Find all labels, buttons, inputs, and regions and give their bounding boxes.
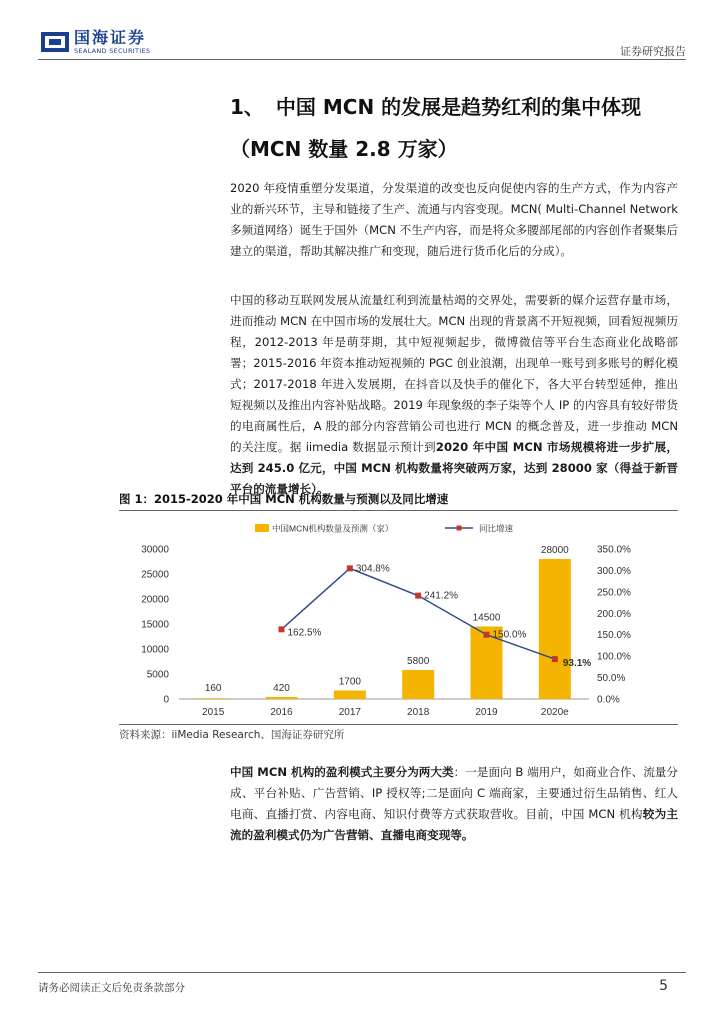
legend-line-label: 同比增速 [479, 523, 514, 534]
growth-marker-2016 [279, 626, 285, 632]
page-header [0, 0, 724, 62]
section-title [230, 86, 678, 170]
section-number: 1、 [230, 95, 264, 119]
y-left-tick-label: 0 [163, 694, 169, 706]
mcn-chart [119, 512, 678, 722]
paragraph-3 [230, 762, 678, 846]
y-right-tick-label: 300.0% [597, 565, 631, 577]
growth-marker-2017 [347, 565, 353, 571]
y-right-tick-label: 100.0% [597, 651, 631, 663]
bar-label-2020e: 28000 [540, 545, 569, 556]
x-tick-label: 2018 [407, 707, 430, 718]
paragraph-2-bold: 2020 年中国 MCN 市场规模将进一步扩展，达到 245.0 亿元，中国 MCN 机构数量将突破两万家，达到 28000 家（得益于新晋平台的流量增长）。 [230, 440, 678, 496]
growth-label-2019: 150.0% [492, 629, 527, 641]
paragraph-3-bold-2: 较为主流的盈利模式仍为广告营销、直播电商变现等。 [230, 807, 678, 842]
paragraph-2 [230, 290, 678, 500]
company-logo [40, 30, 150, 55]
legend-bar-swatch [255, 524, 269, 532]
figure-top-rule [119, 510, 678, 511]
y-right-tick-label: 250.0% [597, 587, 631, 599]
figure-title: 图 1：2015-2020 年中国 MCN 机构数量与预测以及同比增速 [119, 492, 449, 506]
y-right-tick-label: 150.0% [597, 630, 631, 642]
y-left-tick-label: 15000 [141, 619, 169, 631]
growth-marker-2019 [484, 632, 490, 638]
report-type: 证券研究报告 [620, 45, 686, 58]
growth-label-2020e: 93.1% [562, 658, 592, 670]
page-number: 5 [659, 978, 668, 994]
growth-marker-2018 [415, 593, 421, 599]
x-tick-label: 2020e [540, 707, 569, 718]
y-left-tick-label: 10000 [141, 644, 169, 656]
bar-label-2019: 14500 [472, 612, 501, 624]
section-title-text: 中国 MCN 的发展是趋势红利的集中体现（MCN 数量 2.8 万家） [230, 95, 642, 161]
y-left-tick-label: 30000 [141, 544, 169, 556]
x-tick-label: 2015 [202, 707, 225, 718]
legend-line-marker [457, 526, 462, 531]
x-tick-label: 2016 [270, 707, 293, 718]
growth-label-2016: 162.5% [287, 627, 322, 639]
bar-label-2018: 5800 [407, 656, 430, 667]
logo-english-name: SEALAND SECURITIES [74, 47, 151, 55]
x-tick-label: 2017 [338, 707, 361, 718]
header-divider [38, 59, 686, 60]
bar-2018 [402, 670, 434, 699]
growth-marker-2020e [552, 656, 558, 662]
bar-label-2015: 160 [204, 683, 222, 694]
paragraph-1: 2020 年疫情重塑分发渠道，分发渠道的改变也反向促使内容的生产方式，作为内容产业的新兴环节，主导和链接了生产、流通与内容变现。MCN( Multi-Channel Network 多频道网络）诞生于国外（MCN 不生产内容，而是将众多腰部尾部的内容创作者聚集后建立的渠道，帮助其解决推广和变现，随后进行货币化后的分成）。 [230, 181, 678, 258]
y-left-tick-label: 20000 [141, 594, 169, 606]
bar-label-2017: 1700 [338, 676, 361, 688]
y-right-tick-label: 0.0% [597, 694, 620, 706]
footer-divider [38, 972, 686, 973]
growth-line [282, 568, 555, 659]
bar-2015 [197, 698, 229, 699]
bar-label-2016: 420 [273, 682, 290, 694]
y-right-tick-label: 350.0% [597, 544, 631, 556]
logo-chinese-name: 国海证券 [74, 28, 147, 47]
footer-disclaimer: 请务必阅读正文后免责条款部分 [38, 982, 185, 994]
y-left-tick-label: 25000 [141, 569, 169, 581]
figure-bottom-rule [119, 724, 678, 725]
paragraph-3-text: ：一是面向 B 端用户，如商业合作、流量分成、平台补贴、广告营销、IP 授权等;二是面向 C 端商家，主要通过衍生品销售、红人电商、直播打赏、内容电商、知识付费等方式获取营收。目前，中国 MCN 机构 [230, 765, 679, 821]
paragraph-2-text: 中国的移动互联网发展从流量红利到流量枯竭的交界处，需要新的媒介运营存量市场，进而推动 MCN 在中国市场的发展壮大。MCN 出现的背景离不开短视频，回看短视频历程，2012-2013 年是萌芽期，其中短视频起步，微博微信等平台生态商业化战略部署；2015-2016 年资本推动短视频的 PGC 创业浪潮，出现单一账号到多账号的孵化模式；2017-2018 年进入发展期，在抖音以及快手的催化下，各大平台转型延伸，推出短视频以及推出内容补贴战略。2019 年现象级的李子柒等个人 IP 的内容具有较好带货的电商属性后，A 股的部分内容营销公司也进行 MCN 的概念普及，进一步推动 MCN 的关注度。据 iimedia 数据显示预计到 [230, 293, 678, 454]
y-left-tick-label: 5000 [146, 669, 169, 681]
logo-emblem-icon [40, 30, 70, 54]
y-right-tick-label: 200.0% [597, 608, 631, 620]
bar-2017 [334, 691, 366, 700]
growth-label-2017: 304.8% [355, 563, 390, 575]
paragraph-3-bold-1: 中国 MCN 机构的盈利模式主要分为两大类 [230, 765, 454, 779]
growth-label-2018: 241.2% [424, 590, 459, 602]
figure-source: 资料来源：iiMedia Research、国海证券研究所 [119, 729, 345, 741]
bar-2020e [539, 559, 571, 699]
bar-2016 [266, 697, 298, 699]
y-right-tick-label: 50.0% [597, 673, 626, 685]
x-tick-label: 2019 [475, 707, 498, 718]
legend-bar-label: 中国MCN机构数量及预测（家） [272, 523, 394, 534]
